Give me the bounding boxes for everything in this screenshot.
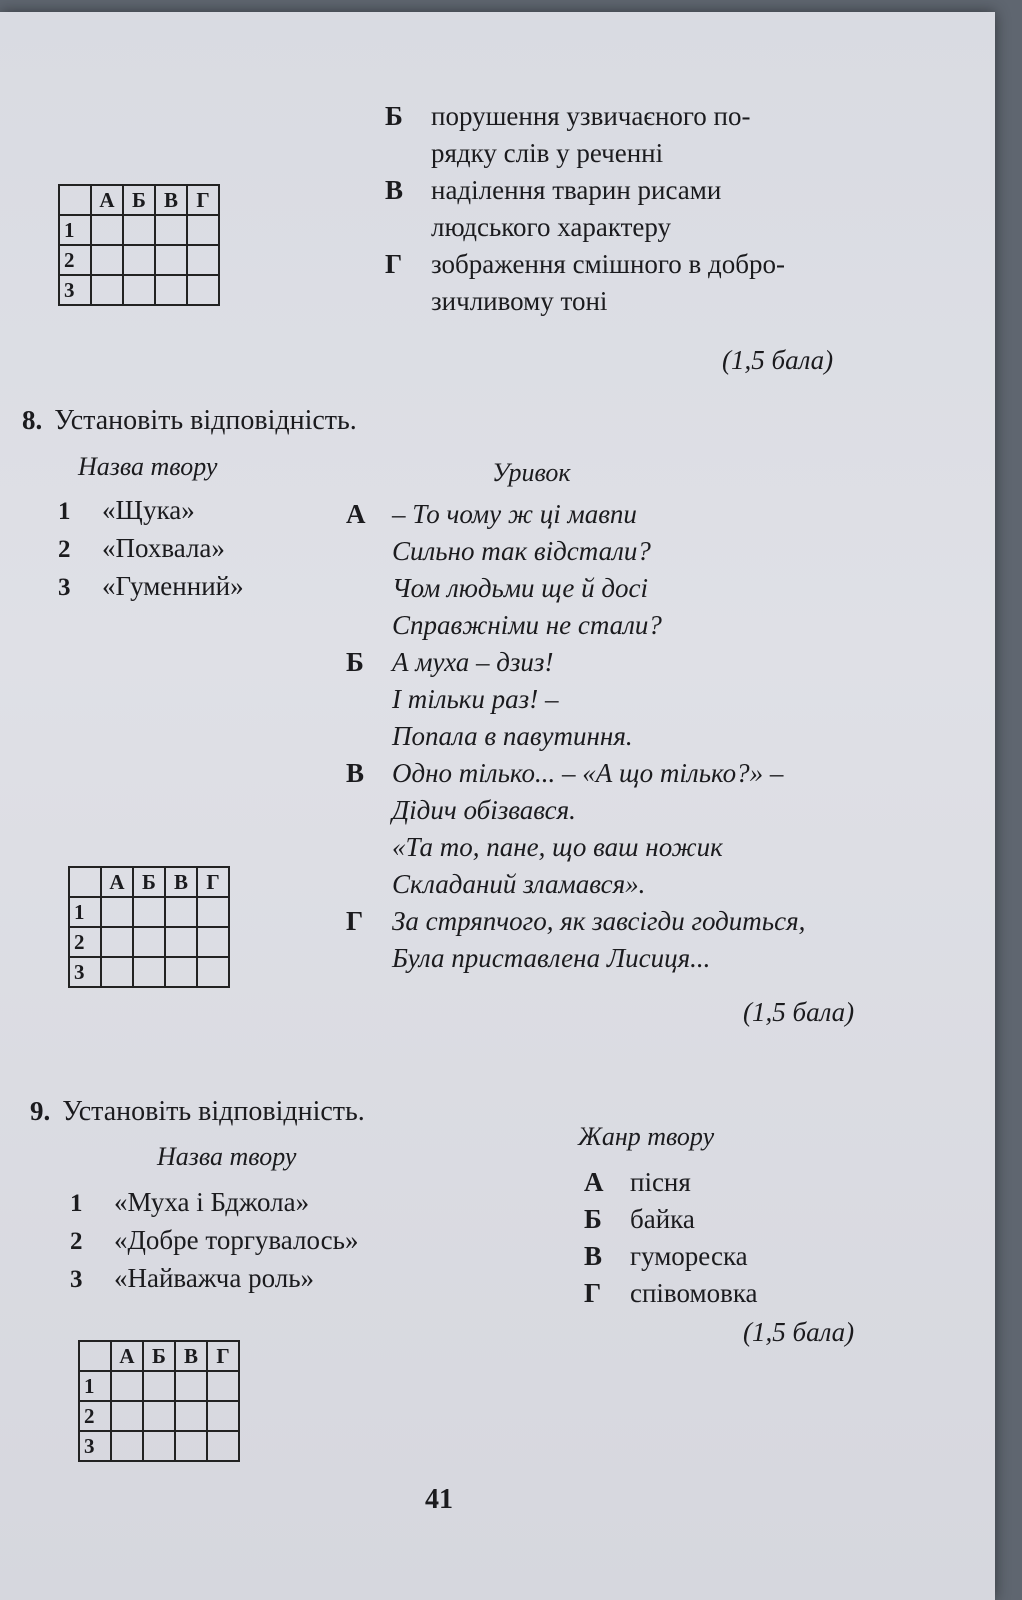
list-item: 3 «Найважча роль» xyxy=(70,1263,315,1293)
q8-right-header: Уривок xyxy=(492,458,571,487)
q8-fragments xyxy=(346,496,906,977)
q7-option-v: В наділення тварин рисами людського характеру xyxy=(385,175,722,242)
question-prompt: Установіть відповідність. xyxy=(54,405,357,436)
q8-heading xyxy=(22,405,357,437)
fragment-v: В Одно тілько... – «А що тілько?» – Дідич обізвався. «Та то, пане, що ваш ножик Складаний зламався». xyxy=(346,758,784,899)
fragment-b: Б А муха – дзиз! І тільки раз! – Попала в павутиння. xyxy=(346,647,633,751)
list-item: 3 «Гуменний» xyxy=(58,571,244,601)
option-letter: В xyxy=(385,175,404,205)
option-letter: Г xyxy=(385,249,403,279)
list-item: 2 «Добре торгувалось» xyxy=(70,1225,359,1255)
q7-options xyxy=(385,98,855,320)
answer-grid-q9: А Б В Г 1 2 3 xyxy=(78,1340,240,1462)
q9-points: (1,5 бала) xyxy=(743,1317,855,1347)
q9-right-header: Жанр твору xyxy=(578,1122,715,1151)
textbook-page xyxy=(0,12,995,1600)
q8-work-list xyxy=(58,492,244,606)
fragment-letter: Г xyxy=(346,906,364,936)
option-letter: Б xyxy=(385,101,403,131)
genre-v: В гумореска xyxy=(584,1241,748,1271)
page-number: 41 xyxy=(425,1484,453,1515)
q9-heading xyxy=(30,1096,365,1128)
q9-genres xyxy=(584,1164,758,1312)
list-item: 1 «Муха і Бджола» xyxy=(70,1187,310,1217)
genre-b: Б байка xyxy=(584,1204,695,1234)
fragment-g: Г За стряпчого, як завсігди годиться, Була приставлена Лисиця... xyxy=(346,906,806,973)
genre-g: Г співомовка xyxy=(584,1278,758,1308)
question-number: 9. xyxy=(30,1096,51,1126)
q9-left-header: Назва твору xyxy=(157,1142,297,1171)
q9-work-list xyxy=(70,1184,358,1298)
list-item: 1 «Щука» xyxy=(58,495,195,525)
q8-points: (1,5 бала) xyxy=(743,997,855,1027)
fragment-letter: В xyxy=(346,758,365,788)
fragment-a: А – То чому ж ці мавпи Сильно так відстали? Чом людьми ще й досі Справжніми не стали? xyxy=(346,499,662,640)
q7-option-b: Б порушення узвичаєного по- рядку слів у реченні xyxy=(385,101,751,168)
question-prompt: Установіть відповідність. xyxy=(62,1096,365,1127)
question-number: 8. xyxy=(22,405,43,435)
fragment-letter: А xyxy=(346,499,366,529)
list-item: 2 «Похвала» xyxy=(58,533,225,563)
fragment-letter: Б xyxy=(346,647,364,677)
q7-option-g: Г зображення смішного в добро- зичливому тоні xyxy=(385,249,786,316)
genre-a: А пісня xyxy=(584,1167,691,1197)
q7-points: (1,5 бала) xyxy=(722,345,834,375)
q8-left-header: Назва твору xyxy=(78,452,218,481)
answer-grid-q7: А Б В Г 1 2 3 xyxy=(58,184,220,306)
answer-grid-q8: А Б В Г 1 2 3 xyxy=(68,866,230,988)
